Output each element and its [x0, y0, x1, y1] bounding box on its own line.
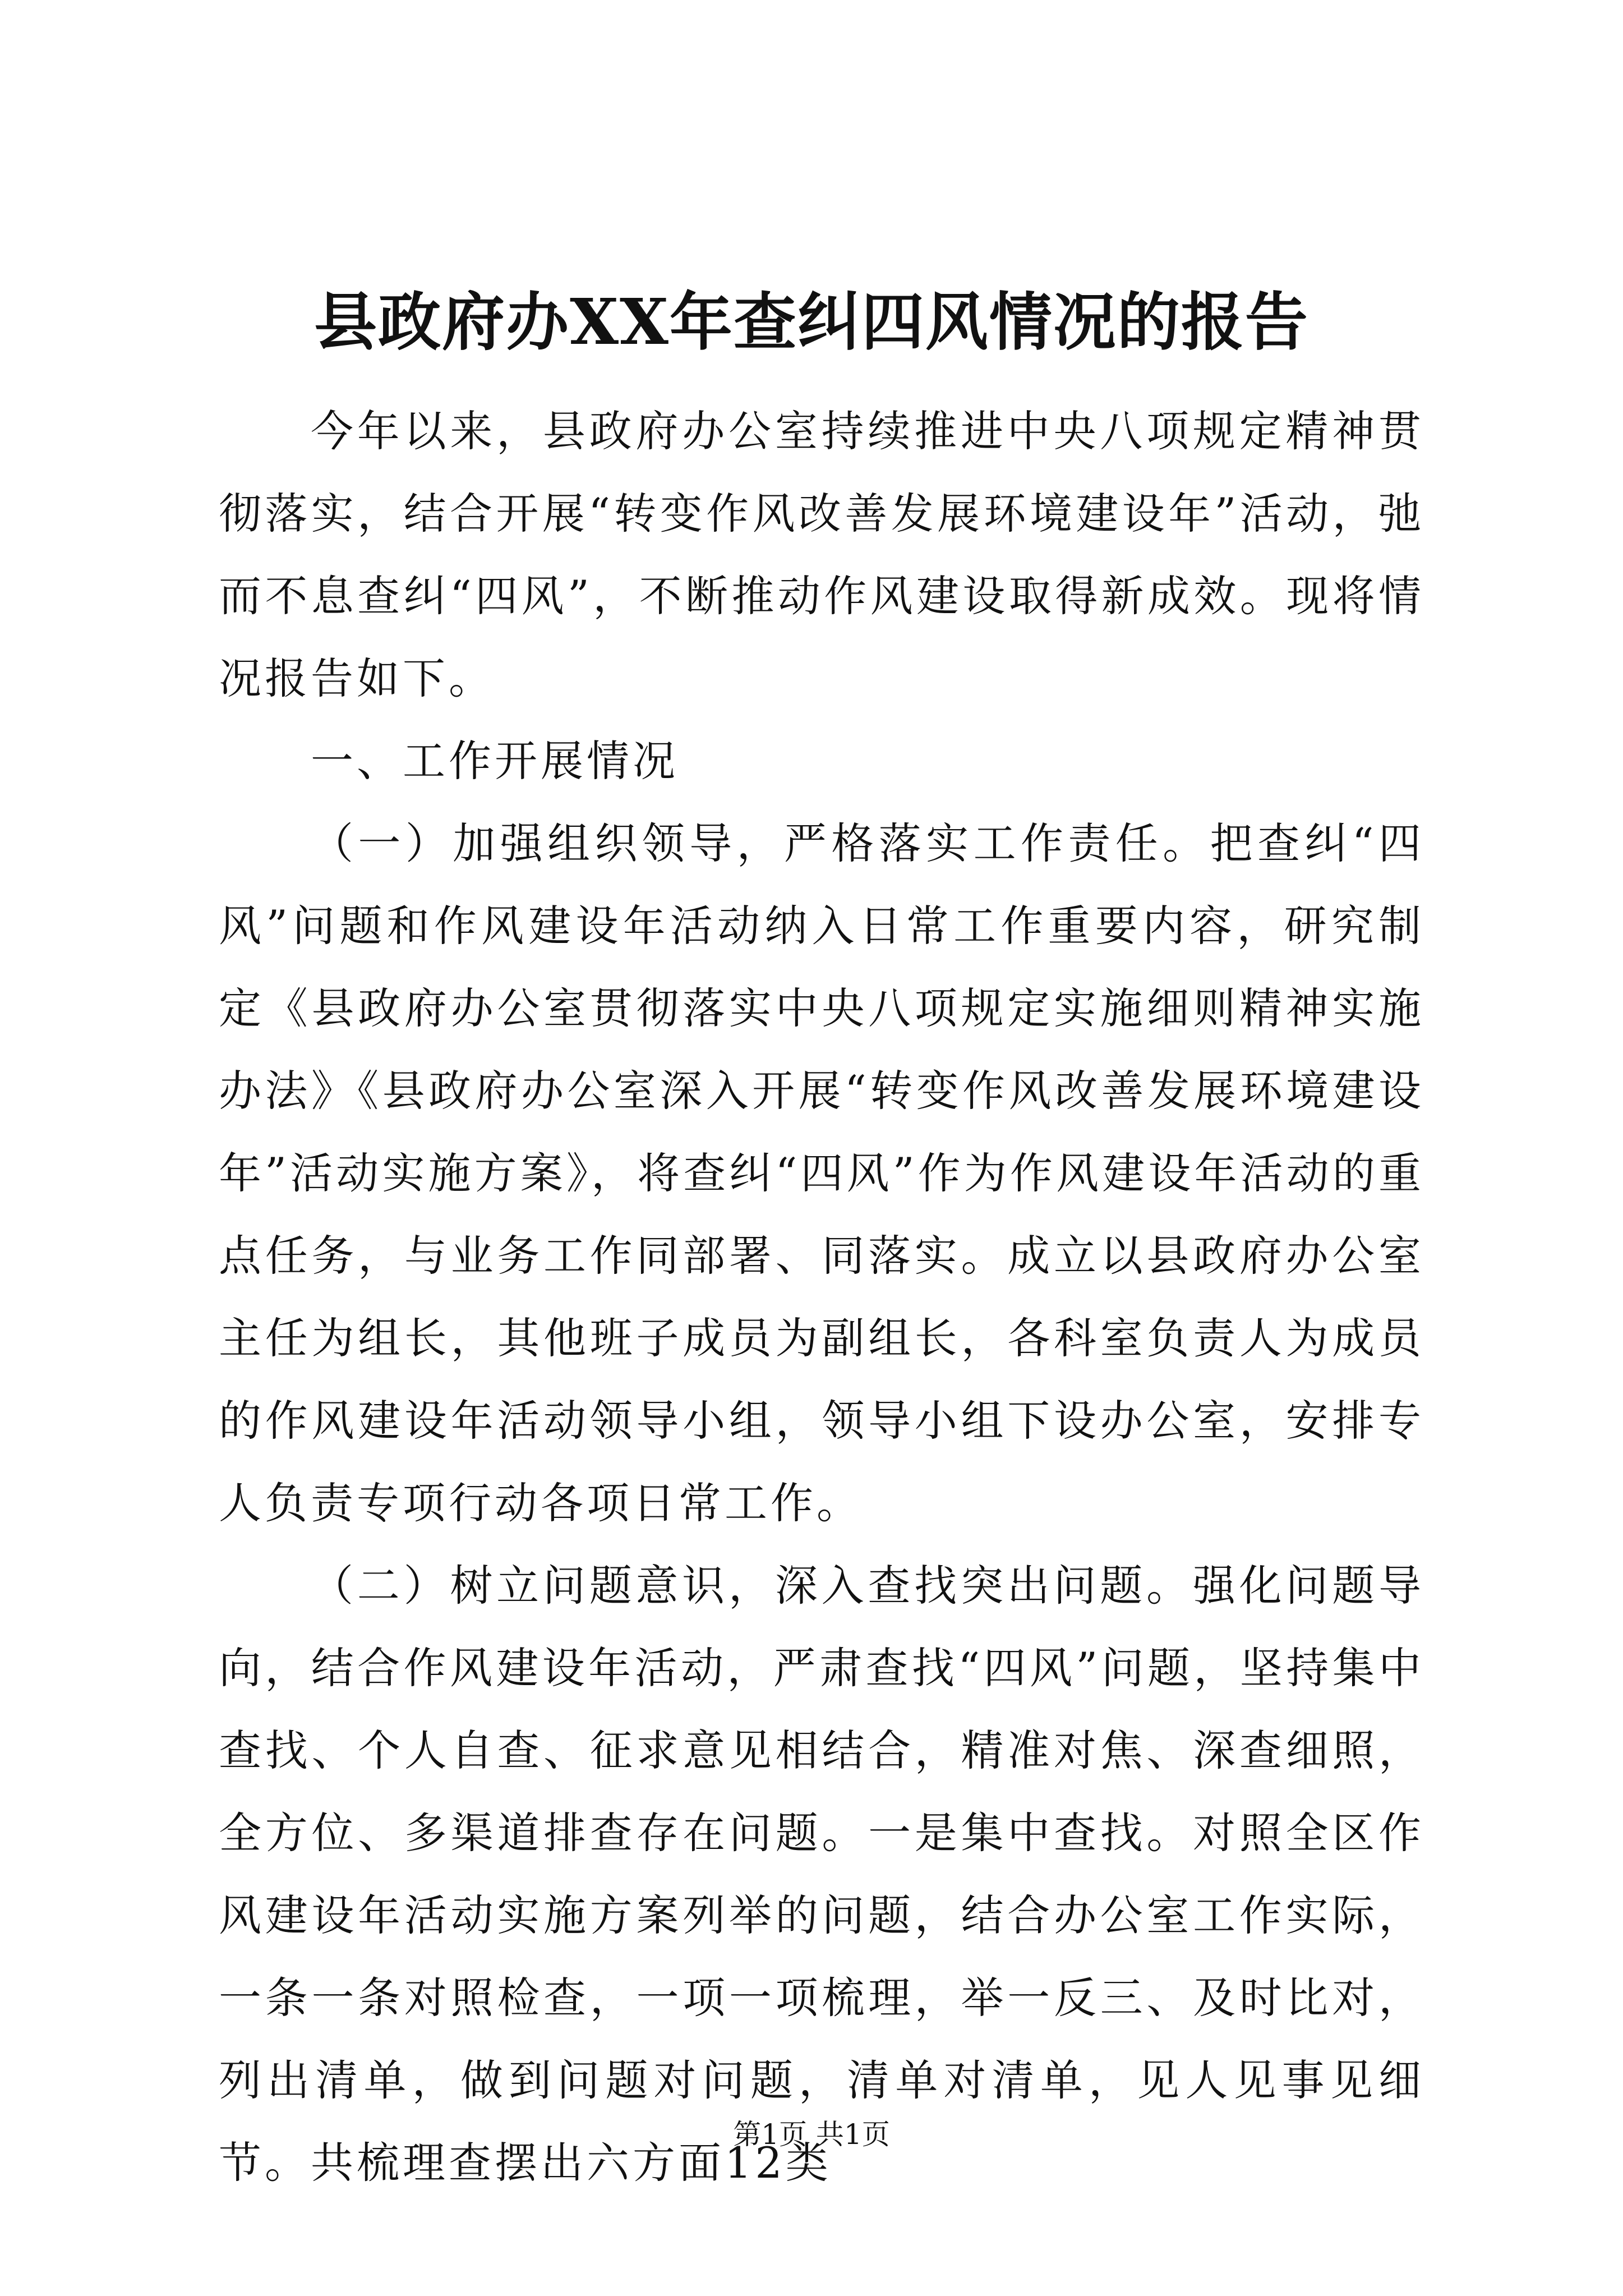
document-body	[219, 390, 1424, 2204]
document-title: 县政府办XX年查纠四风情况的报告	[314, 286, 1309, 359]
paragraph-organization: （一）加强组织领导，严格落实工作责任。把查纠“四风”问题和作风建设年活动纳入日常工作重要内容，研究制定《县政府办公室贯彻落实中央八项规定实施细则精神实施办法》《县政府办公室深入开展“转变作风改善发展环境建设年”活动实施方案》，将查纠“四风”作为作风建设年活动的重点任务，与业务工作同部署、同落实。成立以县政府办公室主任为组长，其他班子成员为副组长，各科室负责人为成员的作风建设年活动领导小组，领导小组下设办公室，安排专人负责专项行动各项日常工作。	[219, 818, 1424, 1528]
paragraph-intro: 今年以来，县政府办公室持续推进中央八项规定精神贯彻落实，结合开展“转变作风改善发展环境建设年”活动，弛而不息查纠“四风”，不断推动作风建设取得新成效。现将情况报告如下。	[219, 406, 1424, 703]
page-number-footer: 第1页 共1页	[733, 2118, 890, 2151]
paragraph-problems: （二）树立问题意识，深入查找突出问题。强化问题导向，结合作风建设年活动，严肃查找“四风”问题，坚持集中查找、个人自查、征求意见相结合，精准对焦、深查细照，全方位、多渠道排查存在问题。一是集中查找。对照全区作风建设年活动实施方案列举的问题，结合办公室工作实际，一条一条对照检查，一项一项梳理，举一反三、及时比对，列出清单，做到问题对问题，清单对清单，见人见事见细节。共梳理查摆出六方面12类	[219, 1561, 1424, 2188]
section-heading: 一、工作开展情况	[311, 736, 679, 786]
